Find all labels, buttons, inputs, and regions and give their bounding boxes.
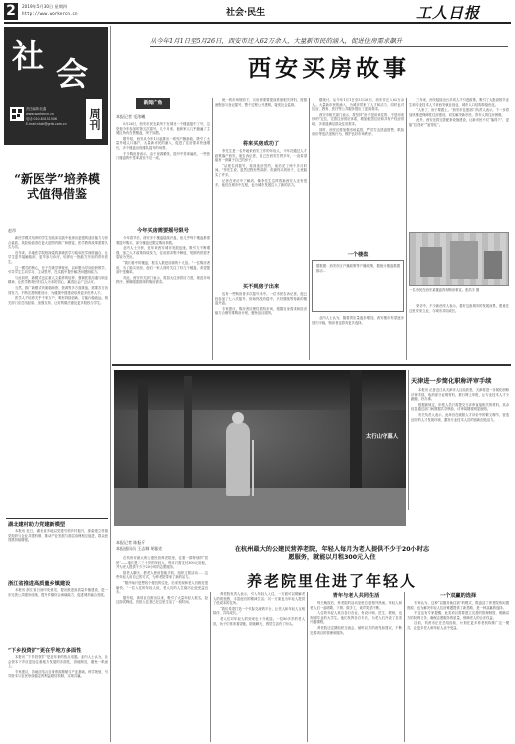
top-story-col1: 5月26日，西安市民毛某终于在城北一个楼盘摇中了号，这是他今年参加的第五次摇号。几个月来，他和家人几乎跑遍了主城区所有在售楼盘，终于如愿。 据介绍，西安从今年1月起推出一系列户籍新政，吸引了大量外地人口落户，大量新市民的涌入，促进了住房需求快速增长，多个楼盘出现排队摇号的场景。 不少购房者表示，由于房源紧张，摇号中签率偏低，一些热门楼盘的中签率甚至不足一成。 <box>116 122 210 161</box>
top-story-col3: 据统计，从今年1月1日至5月26日，西安市迁入62万余人。大量新市民的涌入，为城市带来了人才和活力，同时也对住房、教育、医疗等公共服务提出了更高要求。 西安市相关部门表示，将坚持“房子是用来住的、不是用来炒的”定位，完善住房供应体系，增加租赁住房和共有产权房供给，多渠道满足群众住房需求。 同时，西安还将加强市场监管，严厉打击捂盘惜售、哄抬房价等违法违规行为，维护良好市场秩序。 <box>312 98 404 137</box>
editor-info: 责任编辑:杜鑫 www.workercn.cn 电话:010-84151506 E-mail:shzk@grrb.com.cn <box>26 107 67 126</box>
elderly-headline: 养老院里住进了年轻人 <box>246 572 417 590</box>
elderly-col2: 养老院负责人表示，引入年轻人入住，一方面可以缓解老人的孤独感，丰富他们的精神生活；另一方面也为年轻人提供了低成本的住所。 “我们希望打造一个代际交流的平台，让老人和年轻人互相陪伴、共同成长。” 老人们对年轻人的到来也十分欢迎。一位80多岁的老人说，孩子们常来看望她，陪她聊天，感觉生活有了盼头。 <box>213 592 305 626</box>
issue-date: 2019年5月30日 星期四 <box>22 4 68 9</box>
top-story-col2b: 李先生是一名外地来西安工作的年轻人，今年初通过人才政策落户西安。他告诉记者，自己在西安打拼多年，一直希望能有一套属于自己的房子。 “从报名到摇号，再到选房签约，前后花了两个多月时间。”李先生说，虽然过程有些曲折，但最终买到房子，心里踏实了许多。 记者在采访中了解到，像李先生这样的新西安人还有很多，他们在城市中扎根，也为城市发展注入了新的活力。 <box>215 149 307 188</box>
brief1-title: 湖北建村助力党建新模型 <box>8 522 66 528</box>
section-name: 社会·民生 <box>226 8 266 18</box>
elderly-byline: 本报记者 陈振斤 本报通讯员 王志城 胡振宏 <box>116 540 163 551</box>
photo-caption-label: 太行山守墓人 <box>365 434 399 440</box>
essay-body: 新医学模式培养的学生在临床实践中表现出更强的适应能力与综合素质，其经验值得在更大范围内推广和借鉴，医学教育改革需要久久为功。 近年来，多地医学院校探索将基础医学与临床医学深度融合，让学生更早接触临床、更早参与诊疗，培养出一批能力突出的青年医生。 这一模式的核心，在于打破学科壁垒，以问题为导向组织教学，引导学生主动学习、主动思考，在实践中提升解决问题的能力。 与此同时，新模式也注重人文素养的培养，强调医患沟通与职业精神，让医学教育回归以人为本的初心，赢得社会广泛认可。 当然，推广新模式仍面临师资、资源等多方面挑战，需要各方协同发力，不断完善制度设计，为健康中国建设培养更多优秀人才。 医学人才培养关乎千家万户，唯有持续创新，方能行稳致远。相关部门应总结经验、加强支持，让好的做法惠及更多院校与学生。 <box>8 236 108 305</box>
tianjin-body: 本报讯 记者近日从天津市人社局获悉，天津将进一步简化职称评审手续，取消部分证明材料，推行网上申报，让专业技术人才少跑腿、好办事。 根据新规定，申报人员只需提交与评审直接相关的材料，其余信息通过部门间数据共享核验，评审周期将明显缩短。 有关负责人表示，此举旨在破除人才评价中的繁文缛节，营造良好的人才发展环境，激发专业技术人员的创新创造活力。 <box>411 388 509 422</box>
tianjin-headline: 天津进一步简化职称评审手续 <box>411 378 492 385</box>
essay-title: “新医学”培养模式值得借鉴 <box>14 172 100 201</box>
sub-heading-1: 今年买房需要摇号限号 <box>137 228 189 234</box>
sub-heading-2: 将来买房成功了 <box>242 141 280 147</box>
column-banner <box>4 27 108 145</box>
sub-heading-3: 买不到房子出来 <box>242 284 280 290</box>
top-story-byline: 本报记者 毛浓曦 <box>116 114 146 119</box>
brief2-body: 本报讯 浙江省日前印发意见，提出推进高质量乡镇建设，进一步完善公共服务设施，提升乡镇综合承载能力，促进城乡融合发展。 <box>8 588 108 597</box>
masthead-logo: 工人日报 <box>416 4 481 22</box>
top-story-kicker: 从今年1月1日至5月26日，西安市迁入62万余人，大量新市民的涌入，促进住房需求飙升 <box>150 37 403 45</box>
top-story-photo-caption: 一名市民在西安某楼盘咨询购房事宜。张浩宇 摄 <box>409 288 480 292</box>
site-url: http://www.workercn.cn <box>22 11 78 16</box>
sidebar-rule <box>110 26 111 742</box>
brief1-body: 本报讯 近日，湖北省多地以党建引领乡村振兴，探索建立村级党组织与企业共建机制，推动产业发展与基层治理相互促进，群众获得感持续增强。 <box>8 529 108 543</box>
top-story-headline: 西安买房故事 <box>248 55 410 82</box>
page-number: 2 <box>4 3 18 20</box>
news-tag: 新闻广角 <box>136 98 170 109</box>
elderly-kicker: 在杭州最大的公建民营养老院，年轻人每月为老人提供不少于20小时志愿服务，就能以月租300元入住 <box>234 546 430 561</box>
top-story-photo <box>409 232 509 286</box>
top-story-col1b: 今年春节后，西安多个楼盘陆续开盘，但几乎每个楼盘都需要摇号购买，部分楼盘还限定购房套数。 业内人士分析，近年来西安城市发展迅速，吸引力不断增强，加之人才政策持续发力，住房需求集中释放，短期内供需矛盾较为突出。 “我们看中的楼盘，报名人数是房源的十几倍。”一位购房者说，为了能买到房，他们一家人同时关注了好几个楼盘，希望提高中签概率。 对此，西安有关部门表示，将加大住房供应力度，规范市场秩序，保障刚需群体的购房需求。 <box>116 236 210 285</box>
elderly-col4: 专家认为，这种“以服务换住宿”的模式，既盘活了养老院的闲置资源，也为解决年轻人住房难题提供了新思路，是一种双赢的选择。 不过也有专家提醒，此类项目需要建立完善的管理制度，明确双方的权利义务，确保志愿服务的质量，保障老人的合法权益。 目前，杭州市正在总结经验，计划在更多养老机构推广这一模式，让更多老人和年轻人从中受益。 <box>407 601 509 630</box>
top-story-col3b: 业内人士认为，随着供应量逐步增加，西安楼市有望逐步回归平稳，购房者也将有更多选择。 <box>312 316 404 325</box>
brief3-body: 本报讯 “下乡投资扩”是近年来的热点话题。业内人士认为，社会资本下乡应更加注重地方发展的多面性，因地制宜，避免一哄而上。 专家建议，各地应结合自身资源禀赋与产业基础，科学规划，引导资本与农民形成稳定的利益联结机制，实现共赢。 <box>8 655 108 679</box>
sidebar-divider <box>6 518 108 519</box>
essay-author: 赵昂 <box>8 228 16 233</box>
col-rule-6 <box>404 592 405 742</box>
kicker-rule <box>150 46 508 47</box>
stat-callout-text: 据数据：西安市区户籍政策等户籍政策，据统计楼盘数据推动... <box>316 264 400 273</box>
stat-callout <box>312 260 404 312</box>
brief3-title: “下乡投资扩”更在乎地方多面性 <box>8 648 82 654</box>
top-story-col2c: 也有一些购房者多次摇号未中。一位市民告诉记者，他已经参加了七八次摇号，但始终没有摇中，只好继续等待新的楼盘开盘。 专家建议，购房者应理性看待市场，根据自身需求和经济能力合理安排购房计划，避免盲目跟风。 <box>215 292 307 316</box>
elderly-col3: 每天晚饭后，养老院的活动室里总是格外热闹。年轻人和老人们一起唱歌、下棋、做手工，欢声笑语不断。 入住的年轻人来自各行各业，有设计师、医生、教师，也有刚毕业的大学生。他们发挥各自专长，为老人们开设了各类兴趣课程。 养老院还定期组织交流会，倾听双方的意见和建议，不断完善项目的管理和服务。 <box>310 601 402 635</box>
top-story-col4b: 采访中，不少新西安人表示，看好这座城市的发展前景，愿意在这里安家立业，与城市共同成长。 <box>409 304 509 313</box>
qr-code <box>10 107 24 121</box>
page-header <box>0 0 515 24</box>
brief2-title: 浙江省推进高质量乡镇建设 <box>8 581 71 587</box>
weekly-badge: 周刊 <box>86 99 102 139</box>
col-rule-4 <box>210 592 211 742</box>
header-rule <box>4 22 511 24</box>
col-rule-2 <box>309 98 310 360</box>
elderly-photo <box>114 370 406 526</box>
elderly-sub-1: 青年与老人共同生活 <box>332 593 380 599</box>
col-rule-5 <box>307 592 308 742</box>
elderly-sub-2: 一个双赢的选择 <box>439 593 477 599</box>
top-story-col2: 统一的市场规则下，买房者需要提前准备相关材料，按照流程参与登记摇号，整个过程公开透明，接受社会监督。 <box>215 98 307 107</box>
column-name-2: 会 <box>56 55 89 93</box>
elderly-col1: 在杭州市最大的公建民营养老院里，住着一群特别的“居民”——他们是二三十岁的年轻人，每月只需支付300元房租，并为老人提供不少于20小时的志愿服务。 陪老人聊天、教老人使用智能手机、组织文娱活动……这些年轻人用自己的方式，为养老院带来了新的活力。 “刚开始只是想找个便宜的住处，后来发现和老人们相处很愉快。”一位入住的年轻人说，老人们的人生阅历让他受益良多。 据介绍，该项目自推出以来，吸引了大量年轻人报名，经过面试筛选，首批入住者已在这里生活了一段时间。 <box>116 556 208 605</box>
sub-heading-4: 一个楼盘 <box>347 252 369 258</box>
right-col-rule <box>408 370 409 510</box>
col-rule-3 <box>406 98 407 360</box>
top-story-bottom-rule <box>112 364 511 366</box>
col-rule-1 <box>212 98 213 360</box>
column-name-1: 社 <box>12 37 45 75</box>
top-story-col4: 三年来，西安陆续出台多项人才引进政策，吸引了大批高校毕业生和专业技术人才来西安就业创业，城市人口结构持续优化。 “人来了，房子要跟上。”西安市住建部门负责人表示，下一步将加快推进保障性住房建设，切实解决新市民、青年人的住房困难。 此外，西安还将完善配套设施建设，让新市民不仅“落得下”，更能“住得好”“留得住”。 <box>409 98 509 127</box>
